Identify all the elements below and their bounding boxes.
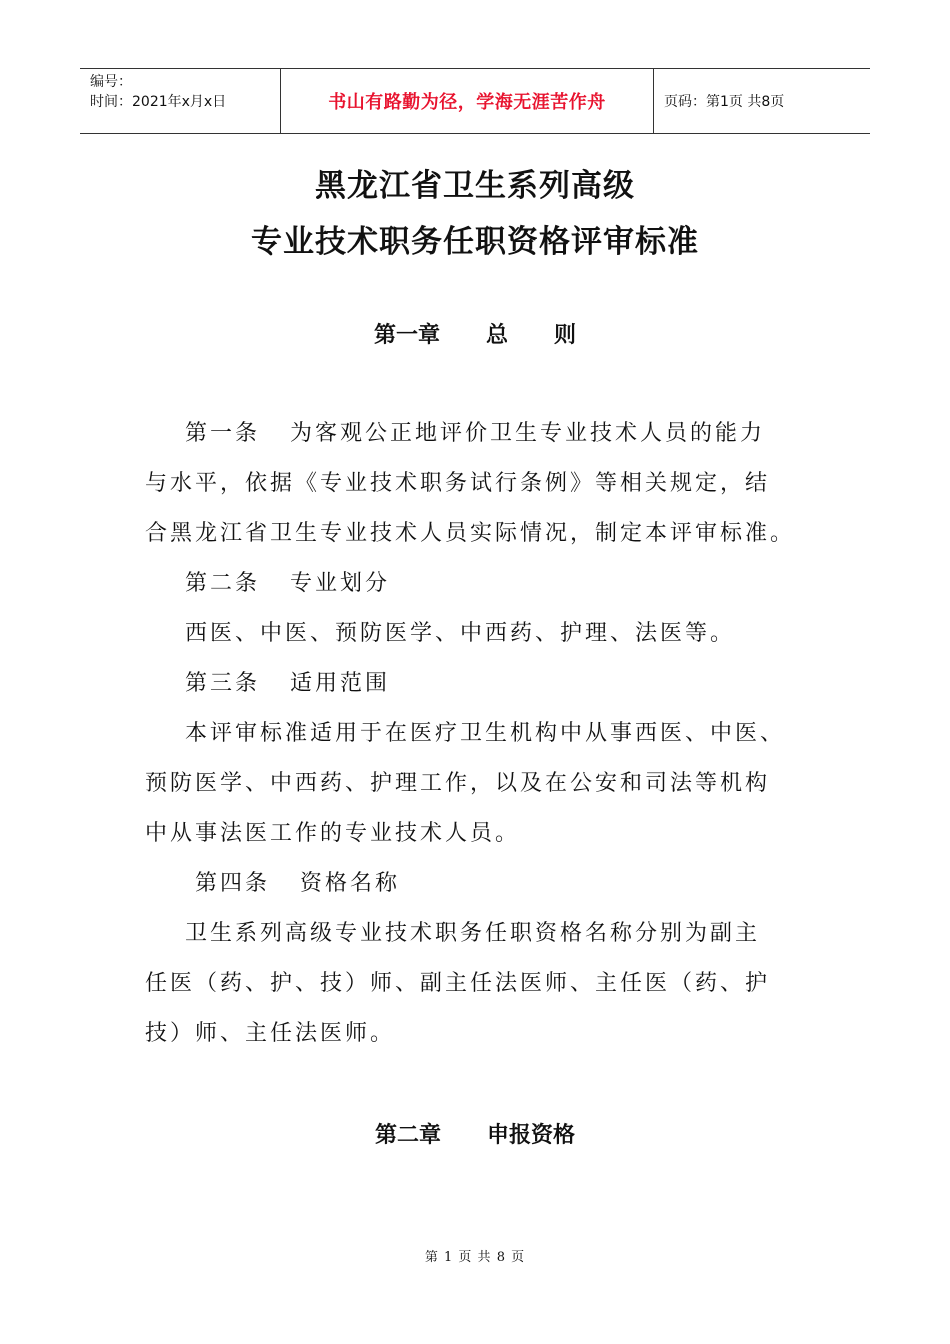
article-4-line-3: 技）师、主任法医师。 (145, 1021, 396, 1046)
header-motto: 书山有路勤为径，学海无涯苦作舟 (281, 69, 654, 133)
article-3-heading: 第三条 适用范围 (145, 671, 390, 696)
article-1-line-2: 与水平，依据《专业技术职务试行条例》等相关规定，结 (145, 471, 771, 496)
title-line-1: 黑龙江省卫生系列高级 (315, 168, 635, 204)
chapter-2-heading: 第二章 申报资格 (375, 1123, 575, 1148)
article-2-body: 西医、中医、预防医学、中西药、护理、法医等。 (145, 621, 735, 646)
chapter-1-heading: 第一章 总 则 (374, 323, 576, 348)
article-4-heading: 第四条 资格名称 (145, 871, 400, 896)
time-label: 时间：2021年x月x日 (90, 94, 227, 110)
article-3-line-1: 本评审标准适用于在医疗卫生机构中从事西医、中医、 (145, 721, 785, 746)
article-4-line-1: 卫生系列高级专业技术职务任职资格名称分别为副主 (145, 921, 760, 946)
page-footer: 第 1 页 共 8 页 (424, 1250, 526, 1265)
header-page-info: 页码：第1页 共8页 (664, 94, 785, 110)
article-3-line-2: 预防医学、中西药、护理工作，以及在公安和司法等机构 (145, 771, 771, 796)
article-3-line-3: 中从事法医工作的专业技术人员。 (145, 821, 521, 846)
number-label: 编号： (90, 74, 132, 90)
document-header (80, 68, 870, 134)
article-4-line-2: 任医（药、护、技）师、副主任法医师、主任医（药、护 (145, 971, 771, 996)
title-line-2: 专业技术职务任职资格评审标准 (251, 224, 699, 260)
article-2-heading: 第二条 专业划分 (145, 571, 390, 596)
article-1-line-1: 第一条 为客观公正地评价卫生专业技术人员的能力 (145, 421, 765, 446)
header-meta (80, 69, 281, 133)
article-1-line-3: 合黑龙江省卫生专业技术人员实际情况，制定本评审标准。 (145, 521, 796, 546)
